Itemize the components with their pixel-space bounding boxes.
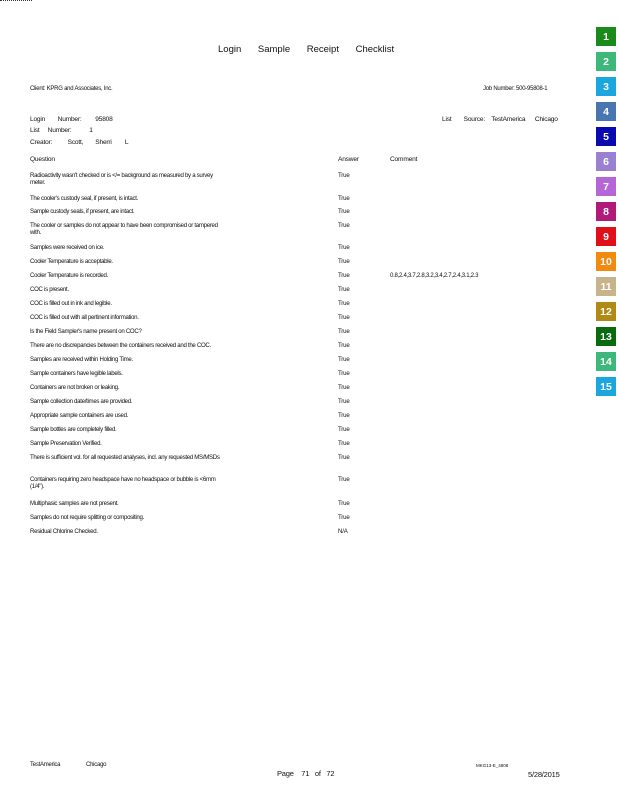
header-mark bbox=[0, 0, 32, 2]
checklist-answer: True bbox=[338, 426, 350, 433]
page-label: Page bbox=[277, 769, 294, 778]
checklist-answer: True bbox=[338, 208, 350, 215]
page-number bbox=[277, 769, 334, 778]
checklist-answer: True bbox=[338, 398, 350, 405]
section-tabs bbox=[596, 27, 616, 402]
login-number-label: Number: bbox=[57, 116, 82, 123]
list-label: List bbox=[30, 127, 40, 134]
checklist-question: Sample containers have legible labels. bbox=[30, 370, 123, 377]
creator-initial: L bbox=[124, 139, 129, 146]
section-tab-14[interactable]: 14 bbox=[596, 352, 616, 371]
checklist-answer: True bbox=[338, 172, 350, 179]
list-source-row bbox=[442, 116, 558, 123]
checklist-answer: True bbox=[338, 300, 350, 307]
checklist-question: Cooler Temperature is acceptable. bbox=[30, 258, 113, 265]
footer-city: Chicago bbox=[86, 762, 107, 768]
checklist-question: COC is present. bbox=[30, 286, 69, 293]
job-number: Job Number: 500-95808-1 bbox=[483, 86, 548, 92]
page-of: of bbox=[314, 769, 321, 778]
creator-first: Sherri bbox=[95, 139, 112, 146]
page-total: 72 bbox=[326, 769, 335, 778]
login-number-row bbox=[30, 116, 113, 123]
checklist-answer: True bbox=[338, 356, 350, 363]
doc-code: MKG13-E_4808 bbox=[476, 763, 509, 768]
footer-company: TestAmerica bbox=[30, 762, 61, 768]
checklist-question: Samples are received within Holding Time. bbox=[30, 356, 133, 363]
checklist-question: Sample collection date/times are provided. bbox=[30, 398, 133, 405]
checklist-question: There are no discrepancies between the containers received and the COC. bbox=[30, 342, 211, 349]
checklist-answer: True bbox=[338, 195, 350, 202]
checklist-answer: True bbox=[338, 454, 350, 461]
checklist-answer: True bbox=[338, 384, 350, 391]
checklist-question: COC is filled out in ink and legible. bbox=[30, 300, 112, 307]
title-word: Sample bbox=[257, 44, 291, 55]
checklist-question: Radioactivity wasn't checked or is </= background as measured by a survey meter. bbox=[30, 172, 213, 187]
section-tab-13[interactable]: 13 bbox=[596, 327, 616, 346]
checklist-question: Multiphasic samples are not present. bbox=[30, 500, 119, 507]
section-tab-3[interactable]: 3 bbox=[596, 77, 616, 96]
section-tab-8[interactable]: 8 bbox=[596, 202, 616, 221]
checklist-question: Cooler Temperature is recorded. bbox=[30, 272, 108, 279]
section-tab-4[interactable]: 4 bbox=[596, 102, 616, 121]
list-source-label: Source: bbox=[463, 116, 485, 123]
checklist-question: Samples were received on ice. bbox=[30, 244, 105, 251]
checklist-answer: True bbox=[338, 222, 350, 229]
checklist-answer: True bbox=[338, 244, 350, 251]
section-tab-5[interactable]: 5 bbox=[596, 127, 616, 146]
page-title bbox=[218, 44, 408, 55]
checklist-answer: True bbox=[338, 286, 350, 293]
checklist-question: COC is filled out with all pertinent information. bbox=[30, 314, 139, 321]
login-label: Login bbox=[30, 116, 46, 123]
creator-label: Creator: bbox=[30, 139, 53, 146]
checklist-answer: N/A bbox=[338, 528, 348, 535]
checklist-comment: 0.8,2.4,3.7,2.8,3.2,3.4,2.7,2.4,3.1,2.3 bbox=[390, 272, 479, 279]
checklist-question: Sample custody seals, if present, are intact. bbox=[30, 208, 135, 215]
title-word: Checklist bbox=[355, 44, 395, 55]
checklist-question: Samples do not require splitting or compositing. bbox=[30, 514, 144, 521]
creator-last: Scott, bbox=[67, 139, 84, 146]
section-tab-9[interactable]: 9 bbox=[596, 227, 616, 246]
checklist-answer: True bbox=[338, 258, 350, 265]
section-tab-6[interactable]: 6 bbox=[596, 152, 616, 171]
checklist-question: Residual Chlorine Checked. bbox=[30, 528, 98, 535]
checklist-question: Containers are not broken or leaking. bbox=[30, 384, 120, 391]
checklist-question: Containers requiring zero headspace have no headspace or bubble is <6mm (1/4"). bbox=[30, 476, 216, 491]
checklist-question: The cooler or samples do not appear to have been compromised or tampered with. bbox=[30, 222, 218, 237]
checklist-answer: True bbox=[338, 476, 350, 483]
login-number: 95808 bbox=[95, 116, 113, 123]
list-source-list: List bbox=[442, 116, 452, 123]
client-name: Client: KPRG and Associates, Inc. bbox=[30, 86, 113, 92]
section-tab-7[interactable]: 7 bbox=[596, 177, 616, 196]
footer-date: 5/28/2015 bbox=[528, 770, 560, 779]
checklist-answer: True bbox=[338, 440, 350, 447]
checklist-question: Sample Preservation Verified. bbox=[30, 440, 102, 447]
checklist-answer: True bbox=[338, 370, 350, 377]
checklist-question: Sample bottles are completely filled. bbox=[30, 426, 117, 433]
section-tab-1[interactable]: 1 bbox=[596, 27, 616, 46]
source-company: TestAmerica bbox=[491, 116, 526, 123]
source-city: Chicago bbox=[534, 116, 558, 123]
checklist-answer: True bbox=[338, 272, 350, 279]
section-tab-11[interactable]: 11 bbox=[596, 277, 616, 296]
checklist-answer: True bbox=[338, 500, 350, 507]
checklist-answer: True bbox=[338, 314, 350, 321]
checklist-question: There is sufficient vol. for all requested analyses, incl. any requested MS/MSDs bbox=[30, 454, 220, 461]
title-word: Receipt bbox=[306, 44, 339, 55]
column-header-comment: Comment bbox=[390, 156, 418, 163]
creator-row bbox=[30, 139, 128, 146]
checklist-question: Appropriate sample containers are used. bbox=[30, 412, 129, 419]
section-tab-10[interactable]: 10 bbox=[596, 252, 616, 271]
list-number: 1 bbox=[89, 127, 93, 134]
column-header-question: Question bbox=[30, 156, 55, 163]
checklist-answer: True bbox=[338, 342, 350, 349]
column-header-answer: Answer bbox=[338, 156, 359, 163]
checklist-question: The cooler's custody seal, if present, is intact. bbox=[30, 195, 139, 202]
checklist-answer: True bbox=[338, 328, 350, 335]
checklist-answer: True bbox=[338, 514, 350, 521]
checklist-answer: True bbox=[338, 412, 350, 419]
title-word: Login bbox=[218, 44, 242, 55]
list-number-label: Number: bbox=[47, 127, 72, 134]
page-current: 71 bbox=[301, 769, 310, 778]
checklist-question: Is the Field Sampler's name present on COC? bbox=[30, 328, 142, 335]
section-tab-12[interactable]: 12 bbox=[596, 302, 616, 321]
section-tab-2[interactable]: 2 bbox=[596, 52, 616, 71]
list-number-row bbox=[30, 127, 93, 134]
section-tab-15[interactable]: 15 bbox=[596, 377, 616, 396]
